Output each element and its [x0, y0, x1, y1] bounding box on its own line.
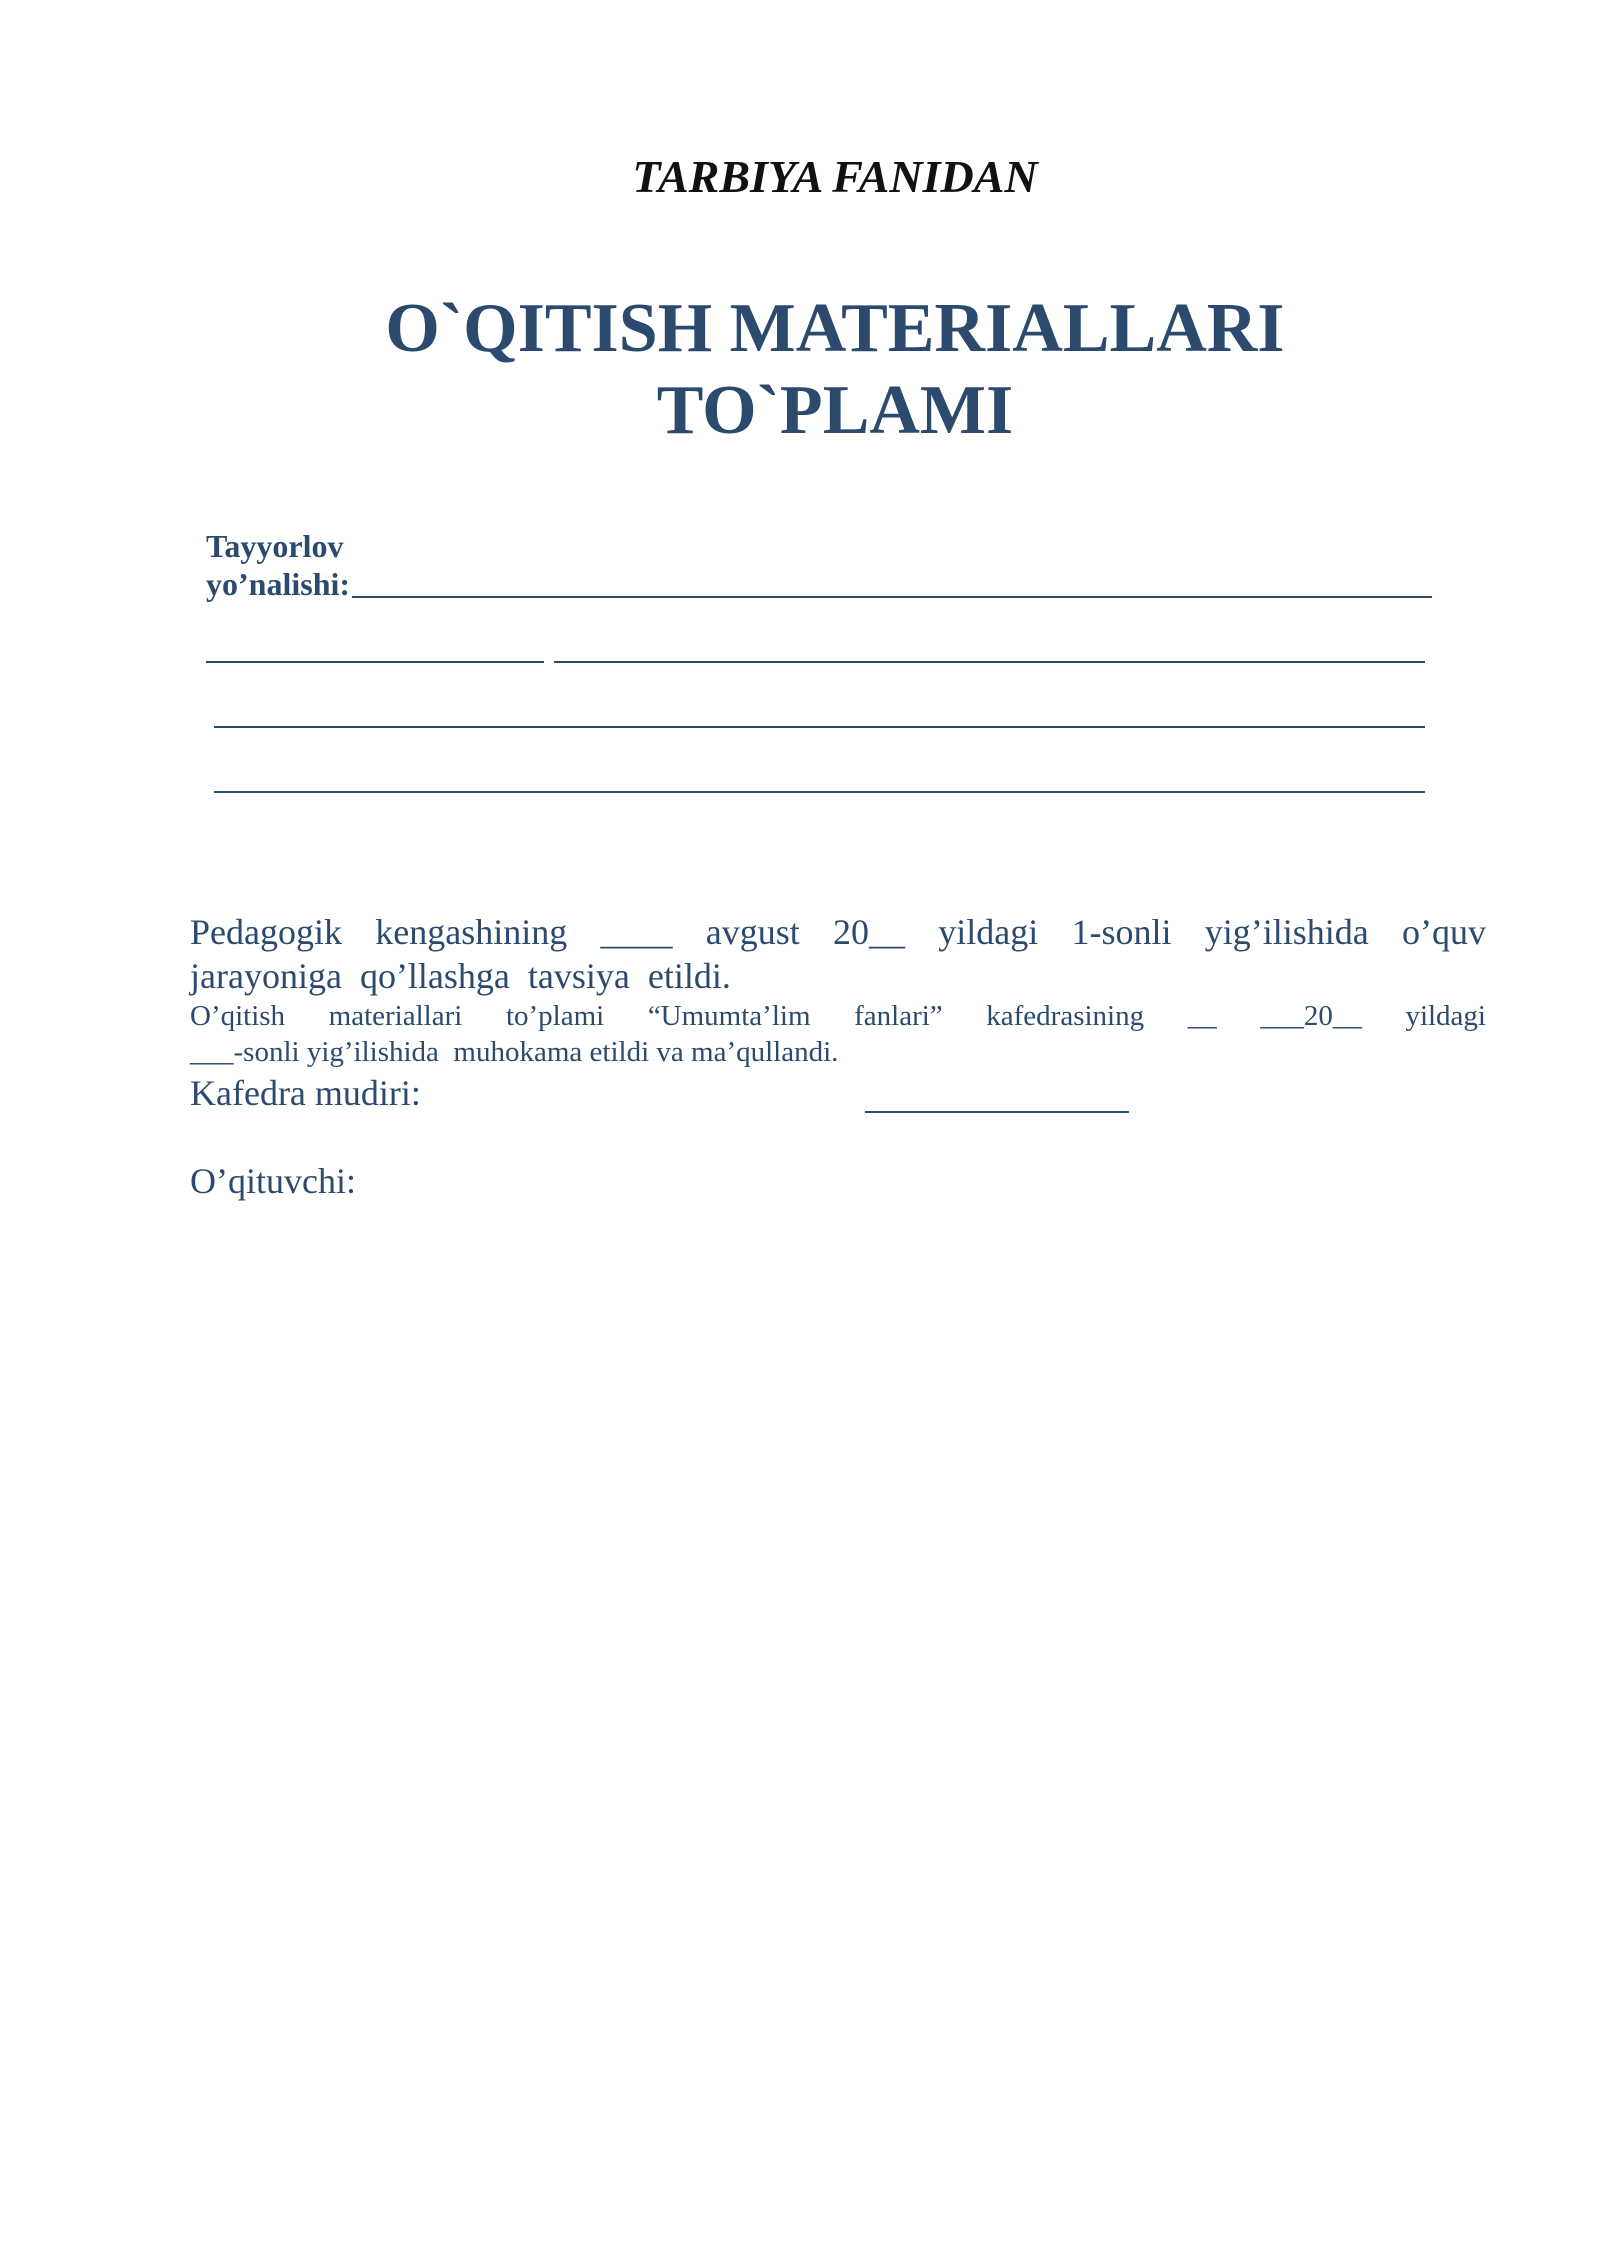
- approval-word: __: [1187, 1000, 1217, 1032]
- approval-line-1: [190, 910, 1486, 954]
- approval-word: qo’llashga: [359, 956, 510, 996]
- approval-word: yildagi: [938, 912, 1039, 952]
- approval-word: fanlari”: [854, 1000, 943, 1032]
- approval-word: yildagi: [1405, 1000, 1486, 1032]
- preparation-label-line-1: Tayyorlov: [206, 528, 344, 564]
- approval-word: avgust: [705, 912, 800, 952]
- approval-line-3: [190, 998, 1486, 1034]
- approval-line-2: [190, 954, 1486, 998]
- main-title: [0, 288, 1600, 452]
- approval-word: o’quv: [1401, 912, 1486, 952]
- main-title-line-2: TO`PLAMI: [656, 372, 1014, 449]
- approval-line-4: [190, 1034, 1486, 1070]
- fill-in-line: [554, 661, 1425, 663]
- preparation-direction-label: [206, 527, 350, 603]
- approval-word: materiallari: [328, 1000, 463, 1032]
- approval-word: O’qitish: [190, 1000, 286, 1032]
- approval-word: tavsiya: [527, 956, 630, 996]
- approval-word: etildi: [589, 1036, 650, 1068]
- approval-word: “Umumta’lim: [647, 1000, 811, 1032]
- approval-word: 20__: [832, 912, 905, 952]
- subject-title: TARBIYA FANIDAN: [632, 151, 1038, 202]
- main-title-line-1: O`QITISH MATERIALLARI: [385, 290, 1285, 367]
- approval-word: 1-sonli: [1071, 912, 1172, 952]
- approval-word: Pedagogik: [190, 912, 342, 952]
- approval-text: [190, 910, 1486, 1070]
- signature-line: [865, 1111, 1129, 1113]
- approval-word: ____: [600, 912, 673, 952]
- approval-word: kafedrasining: [986, 1000, 1145, 1032]
- approval-word: yig’ilishida: [306, 1036, 439, 1068]
- approval-word: jarayoniga: [190, 956, 342, 996]
- teacher-label: O’qituvchi:: [190, 1161, 356, 1201]
- approval-word: ___20__: [1260, 1000, 1362, 1032]
- approval-word: va: [656, 1036, 684, 1068]
- approval-word: etildi.: [647, 956, 731, 996]
- department-head-label: Kafedra mudiri:: [190, 1073, 421, 1113]
- fill-in-line: [214, 726, 1425, 728]
- approval-word: kengashining: [375, 912, 568, 952]
- approval-word: to’plami: [505, 1000, 605, 1032]
- approval-word: muhokama: [453, 1036, 583, 1068]
- fill-in-line: [352, 596, 1432, 598]
- preparation-label-line-2: yo’nalishi:: [206, 566, 351, 602]
- fill-in-line: [214, 791, 1425, 793]
- approval-word: yig’ilishida: [1204, 912, 1369, 952]
- approval-word: ma’qullandi.: [691, 1036, 839, 1068]
- approval-word: ___-sonli: [190, 1036, 300, 1068]
- fill-in-line: [206, 661, 544, 663]
